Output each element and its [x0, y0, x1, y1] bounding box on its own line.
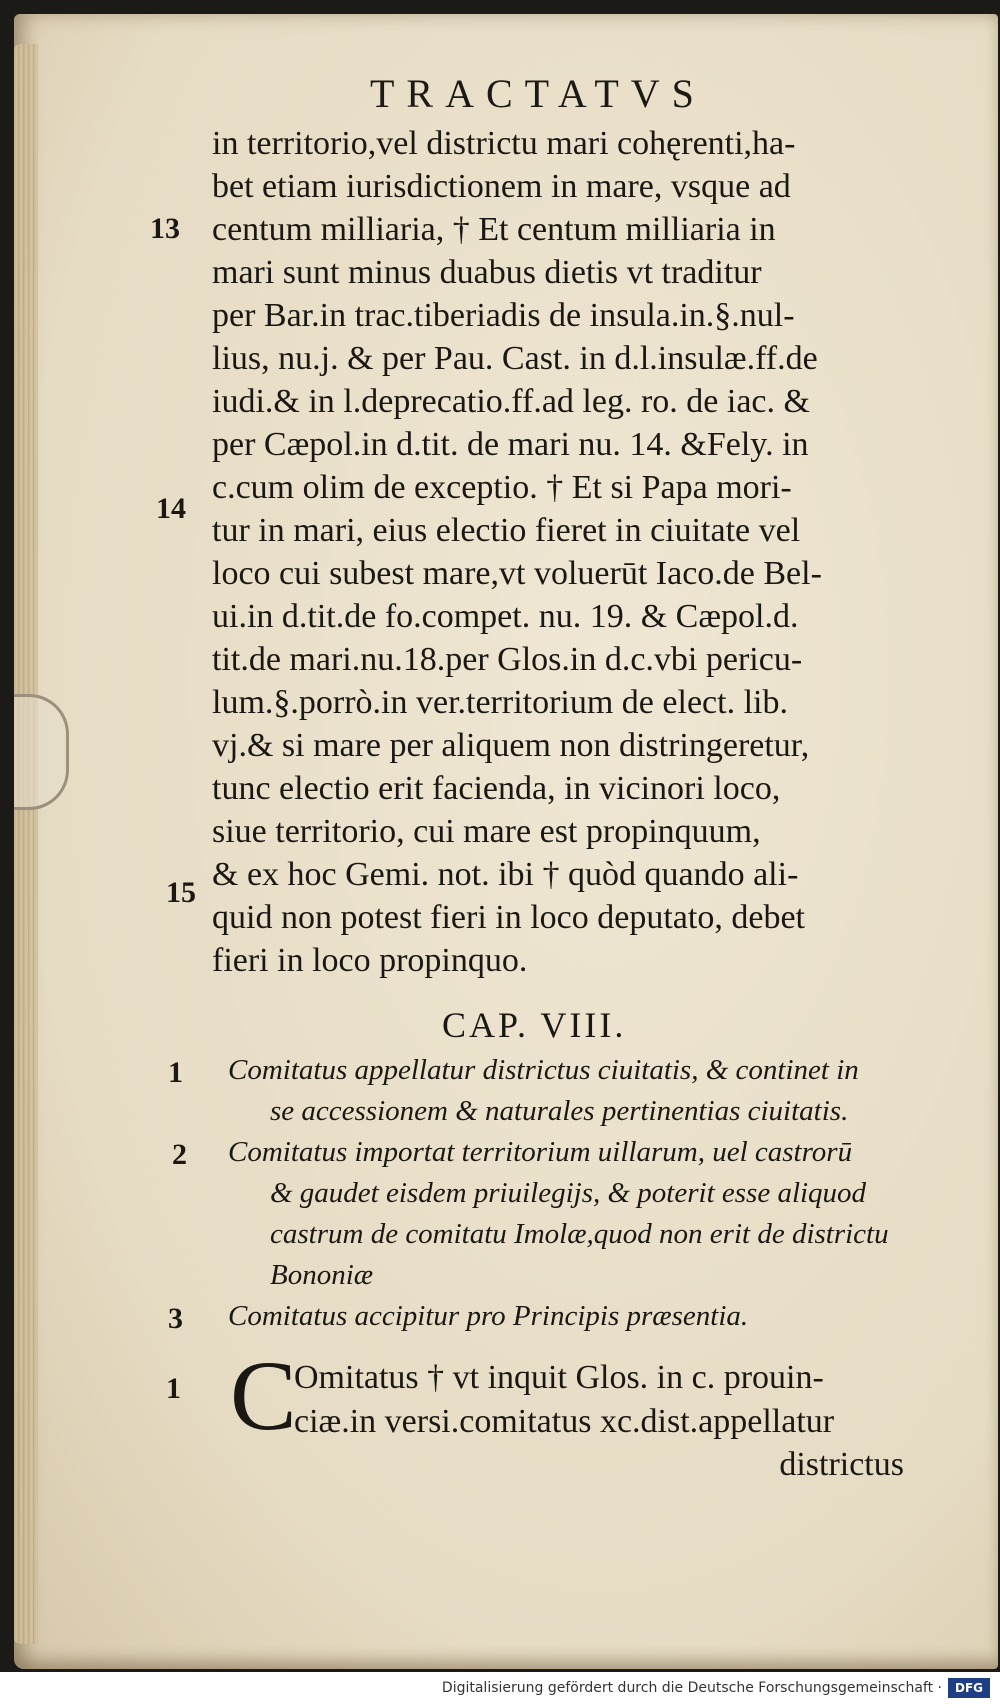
text-number: 1: [166, 1372, 181, 1405]
text-line: Omitatus † vt inquit Glos. in c. prouin-: [294, 1359, 824, 1396]
margin-number: 13: [150, 212, 180, 245]
chapter-text: [230, 1340, 914, 1451]
text-line: per Cæpol.in d.tit. de mari nu. 14. &Fely. in: [212, 426, 809, 463]
drop-cap: C: [230, 1340, 297, 1451]
summary-number: 1: [168, 1056, 183, 1089]
summary-line: Bononiæ: [270, 1259, 374, 1291]
text-line: loco cui subest mare,vt voluerūt Iaco.de Bel-: [212, 555, 822, 592]
margin-number: 15: [166, 876, 196, 909]
summary-line: & gaudet eisdem priuilegijs, & poterit esse aliquod: [270, 1177, 867, 1209]
text-line: quid non potest fieri in loco deputato, debet: [212, 899, 805, 936]
text-line: lius, nu.j. & per Pau. Cast. in d.l.insulæ.ff.de: [212, 340, 818, 377]
chapter-title: CAP. VIII.: [442, 1005, 627, 1045]
running-header: TRACTATVS: [370, 71, 706, 116]
text-line: mari sunt minus duabus dietis vt traditur: [212, 254, 762, 291]
text-line: bet etiam iurisdictionem in mare, vsque ad: [212, 168, 791, 205]
summary-line: se accessionem & naturales pertinentias ciuitatis.: [270, 1095, 849, 1127]
margin-number: 14: [156, 492, 186, 525]
dfg-logo: DFG: [948, 1678, 990, 1698]
text-line: in territorio,vel districtu mari cohęrenti,ha-: [212, 125, 796, 162]
text-line: fieri in loco propinquo.: [212, 942, 528, 979]
summary-line: Comitatus importat territorium uillarum, uel castrorū: [228, 1136, 853, 1168]
summary-number: 2: [172, 1138, 187, 1171]
summary-line: Comitatus accipitur pro Principis præsentia.: [228, 1300, 749, 1332]
text-line: tit.de mari.nu.18.per Glos.in d.c.vbi pericu-: [212, 641, 803, 678]
summary-line: Comitatus appellatur districtus ciuitatis, & continet in: [228, 1054, 859, 1086]
text-line: tunc electio erit facienda, in vicinori loco,: [212, 770, 781, 807]
catchword: districtus: [779, 1446, 904, 1483]
text-line: siue territorio, cui mare est propinquum,: [212, 813, 761, 850]
text-line: ciæ.in versi.comitatus xc.dist.appellatur: [294, 1403, 835, 1440]
chapter-summary: [228, 1050, 918, 1337]
summary-number: 3: [168, 1302, 183, 1335]
text-line: c.cum olim de exceptio. † Et si Papa mori-: [212, 469, 792, 506]
text-line: iudi.& in l.deprecatio.ff.ad leg. ro. de iac. &: [212, 383, 810, 420]
body-text: [212, 122, 902, 982]
text-line: vj.& si mare per aliquem non distringeretur,: [212, 727, 810, 764]
page-edges: [14, 44, 38, 1644]
text-line: & ex hoc Gemi. not. ibi † quòd quando ali-: [212, 856, 799, 893]
text-line: lum.§.porrò.in ver.territorium de elect. lib.: [212, 684, 788, 721]
text-line: tur in mari, eius electio fieret in ciuitate vel: [212, 512, 801, 549]
footer-credit: Digitalisierung gefördert durch die Deutsche Forschungsgemeinschaft ·: [441, 1680, 942, 1696]
text-line: ui.in d.tit.de fo.compet. nu. 19. & Cæpol.d.: [212, 598, 799, 635]
summary-line: castrum de comitatu Imolæ,quod non erit de districtu: [270, 1218, 889, 1250]
text-line: per Bar.in trac.tiberiadis de insula.in.§.nul-: [212, 297, 795, 334]
text-line: centum milliaria, † Et centum milliaria in: [212, 211, 776, 248]
footer-bar: [0, 1672, 1000, 1708]
page-clip-mark: [14, 694, 69, 810]
